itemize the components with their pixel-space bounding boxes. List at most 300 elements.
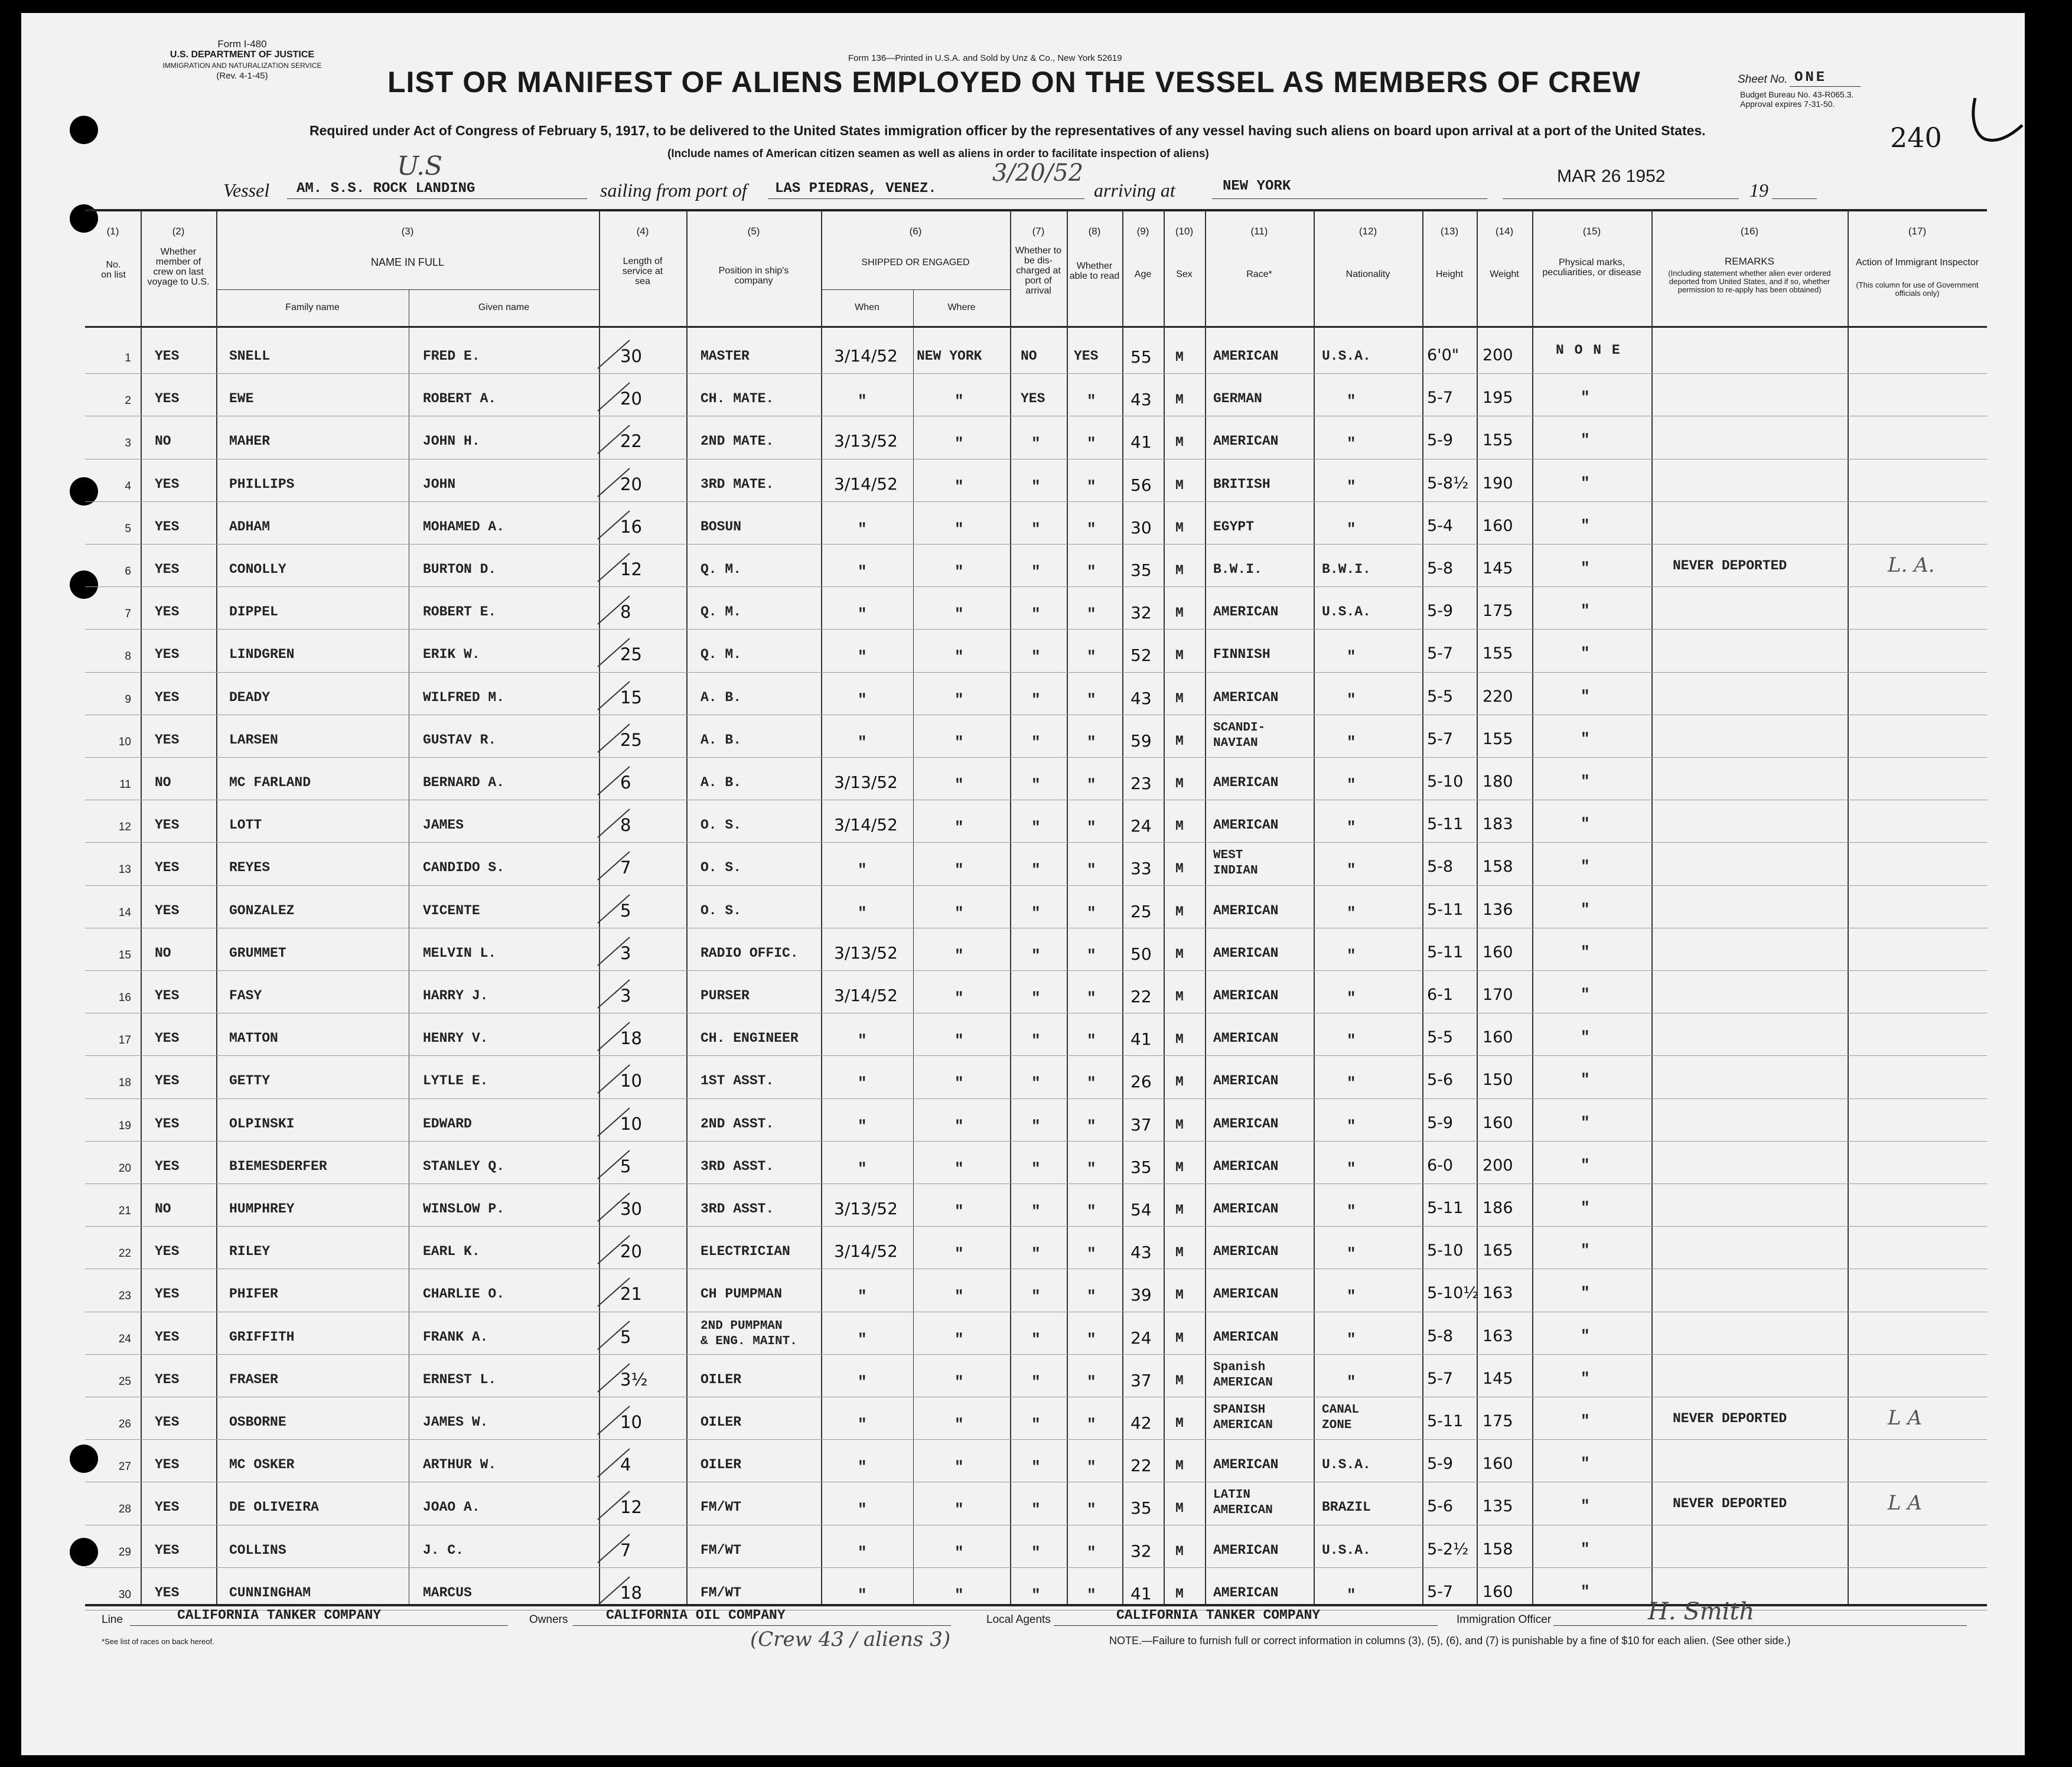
tick-stroke [598, 724, 630, 752]
prev-voyage: YES [155, 732, 180, 748]
height: 5-7 [1427, 729, 1454, 748]
discharged-ditto: " [1031, 1543, 1041, 1561]
vessel-name: AM. S.S. ROCK LANDING [297, 181, 475, 197]
col-header-weight: Weight [1490, 269, 1519, 279]
physical-marks-ditto: " [1581, 1497, 1590, 1515]
discharged: YES [1021, 391, 1045, 407]
shipped-where-ditto: " [954, 776, 964, 794]
physical-marks-ditto: " [1581, 431, 1590, 449]
discharged-ditto: " [1031, 1330, 1041, 1348]
age: 41 [1131, 432, 1152, 452]
shipped-where-ditto: " [954, 1458, 964, 1476]
height: 5-9 [1427, 1113, 1454, 1132]
service-length: 3 [620, 986, 631, 1006]
position: OILER [701, 1414, 742, 1430]
discharged-ditto: " [1031, 733, 1041, 751]
race: EGYPT [1213, 519, 1255, 534]
physical-marks: N O N E [1556, 343, 1621, 358]
row-number: 30 [118, 1588, 131, 1601]
tick-stroke [598, 1150, 630, 1179]
sex: M [1175, 1159, 1184, 1175]
height: 5-11 [1427, 815, 1464, 834]
weight: 190 [1483, 474, 1513, 493]
col-header-race: Race* [1246, 269, 1272, 279]
family-name: PHIFER [229, 1286, 278, 1302]
table-row-rule [85, 629, 1987, 630]
budget-line: Budget Bureau No. 43-R065.3. [1740, 90, 1854, 99]
race: AMERICAN [1213, 689, 1279, 705]
row-number: 17 [118, 1034, 131, 1047]
given-name: EARL K. [423, 1244, 480, 1260]
height: 5-10½ [1427, 1284, 1479, 1303]
race: AMERICAN [1213, 902, 1279, 918]
able-to-read-ditto: " [1087, 1330, 1096, 1348]
prev-voyage: YES [155, 476, 180, 492]
able-to-read-ditto: " [1087, 563, 1096, 581]
height: 5-4 [1427, 516, 1454, 535]
given-name: JOHN [423, 476, 456, 492]
binder-hole [70, 116, 98, 144]
service-length: 30 [620, 1199, 642, 1219]
discharged-ditto: " [1031, 1202, 1041, 1220]
pencil-tick-mark [593, 1361, 634, 1397]
family-name: LOTT [229, 817, 262, 833]
pencil-tick-mark [593, 423, 634, 458]
nationality-ditto: " [1347, 1586, 1356, 1604]
tick-stroke [598, 1364, 630, 1392]
table-row-rule [85, 1226, 1987, 1227]
physical-marks-ditto: " [1581, 516, 1590, 534]
physical-marks-ditto: " [1581, 1412, 1590, 1430]
family-name: OLPINSKI [229, 1116, 295, 1132]
shipped-where-ditto: " [954, 904, 964, 922]
col-num: (2) [172, 226, 185, 237]
sex: M [1175, 861, 1184, 877]
local-agents-value: CALIFORNIA TANKER COMPANY [1116, 1608, 1321, 1623]
age: 30 [1131, 517, 1152, 537]
discharged-ditto: " [1031, 605, 1041, 624]
service-length: 3 [620, 943, 631, 963]
able-to-read-ditto: " [1087, 989, 1096, 1007]
weight: 160 [1483, 1582, 1513, 1601]
age: 37 [1131, 1114, 1152, 1134]
weight: 170 [1483, 986, 1513, 1004]
row-number: 26 [118, 1418, 131, 1430]
form-number: Form I-480 [217, 38, 267, 50]
shipped-when-ditto: " [858, 1330, 867, 1348]
pencil-tick-mark [593, 849, 634, 885]
given-name: JOAO A. [423, 1499, 480, 1515]
physical-marks-ditto: " [1581, 1113, 1590, 1132]
col-header-height: Height [1435, 269, 1464, 279]
position: 2ND MATE. [701, 433, 774, 449]
weight: 195 [1483, 389, 1513, 407]
col-header-read: Whether able to read [1069, 261, 1120, 281]
height: 5-6 [1427, 1071, 1454, 1090]
shipped-when: 3/13/52 [834, 431, 898, 451]
shipped-when-ditto: " [858, 733, 867, 751]
family-name: FASY [229, 988, 262, 1003]
row-number: 4 [125, 480, 131, 493]
physical-marks-ditto: " [1581, 1540, 1590, 1558]
age: 22 [1131, 1456, 1152, 1476]
physical-marks-ditto: " [1581, 729, 1590, 748]
tick-stroke [598, 1065, 630, 1093]
header-bottom-rule [85, 326, 1987, 328]
prev-voyage: YES [155, 817, 180, 833]
shipped-where-ditto: " [954, 1245, 964, 1263]
tick-stroke [598, 1449, 630, 1477]
shipped-when-ditto: " [858, 1416, 867, 1433]
age: 41 [1131, 1583, 1152, 1603]
race: AMERICAN [1213, 604, 1279, 620]
row-number: 27 [118, 1460, 131, 1473]
family-name: MAHER [229, 433, 271, 449]
sex: M [1175, 989, 1184, 1005]
nationality-ditto: " [1347, 648, 1356, 666]
line-label: Line [102, 1613, 123, 1626]
age: 23 [1131, 774, 1152, 793]
able-to-read-ditto: " [1087, 776, 1096, 794]
row-number: 2 [125, 395, 131, 407]
weight: 163 [1483, 1326, 1513, 1345]
crew-count-note: (Crew 43 / aliens 3) [750, 1628, 951, 1651]
height: 5-2½ [1427, 1540, 1469, 1559]
family-name: GONZALEZ [229, 902, 295, 918]
inspector-action: L. A. [1888, 553, 1935, 577]
owners-value: CALIFORNIA OIL COMPANY [606, 1608, 786, 1623]
given-name: HENRY V. [423, 1031, 488, 1046]
prev-voyage: YES [155, 1542, 180, 1558]
col-num: (5) [747, 226, 760, 237]
able-to-read-ditto: " [1087, 1586, 1096, 1604]
able-to-read-ditto: " [1087, 1245, 1096, 1263]
discharged-ditto: " [1031, 904, 1041, 922]
nationality-ditto: " [1347, 520, 1356, 538]
col-header-name: NAME IN FULL [370, 256, 445, 268]
shipped-when-ditto: " [858, 563, 867, 581]
service-length: 20 [620, 1241, 642, 1262]
shipped-where-ditto: " [954, 1416, 964, 1433]
prev-voyage: YES [155, 689, 180, 705]
shipped-where-ditto: " [954, 563, 964, 581]
nationality-ditto: " [1347, 392, 1356, 410]
position: CH. MATE. [701, 391, 774, 407]
discharged-ditto: " [1031, 1117, 1041, 1135]
sex: M [1175, 1501, 1184, 1517]
prev-voyage: YES [155, 902, 180, 918]
sex: M [1175, 605, 1184, 621]
shipped-when: 3/14/52 [834, 346, 898, 366]
page-title: LIST OR MANIFEST OF ALIENS EMPLOYED ON THE VESSEL AS MEMBERS OF CREW [387, 66, 1641, 99]
height: 6-0 [1427, 1156, 1454, 1175]
race: AMERICAN [1213, 348, 1279, 364]
col-num: (11) [1250, 226, 1268, 237]
physical-marks-ditto: " [1581, 1156, 1590, 1174]
shipped-when: 3/13/52 [834, 1199, 898, 1218]
weight: 175 [1483, 1412, 1513, 1430]
sex: M [1175, 392, 1184, 408]
weight: 160 [1483, 1113, 1513, 1132]
age: 35 [1131, 1157, 1152, 1177]
row-number: 16 [118, 992, 131, 1004]
able-to-read-ditto: " [1087, 1416, 1096, 1433]
shipped-when-ditto: " [858, 861, 867, 879]
row-number: 11 [119, 778, 131, 791]
shipped-where-ditto: " [954, 1117, 964, 1135]
sex: M [1175, 776, 1184, 791]
year-label: 19 [1750, 180, 1768, 201]
weight: 155 [1483, 431, 1513, 450]
table-row-rule [85, 757, 1987, 758]
position: CH. ENGINEER [701, 1031, 799, 1046]
pencil-tick-mark [593, 764, 634, 800]
shipped-when: 3/13/52 [834, 772, 898, 792]
physical-marks-ditto: " [1581, 1326, 1590, 1345]
race: B.W.I. [1213, 562, 1262, 577]
family-name: RILEY [229, 1244, 271, 1260]
shipped-where-ditto: " [954, 1159, 964, 1178]
given-name: JAMES [423, 817, 464, 833]
sex: M [1175, 1416, 1184, 1431]
shipped-where-ditto: " [954, 733, 964, 751]
race: SCANDI- NAVIAN [1213, 721, 1266, 750]
include-line: (Include names of American citizen seamen as well as aliens in order to facilitate inspection of aliens) [667, 148, 1209, 160]
weight: 160 [1483, 516, 1513, 535]
height: 5-10 [1427, 1241, 1464, 1260]
race: AMERICAN [1213, 1542, 1279, 1558]
position: MASTER [701, 348, 750, 364]
shipped-when-ditto: " [858, 605, 867, 624]
able-to-read-ditto: " [1087, 1117, 1096, 1135]
pencil-check-mark [1960, 83, 2026, 148]
prev-voyage: NO [155, 945, 171, 961]
given-name: J. C. [423, 1542, 464, 1558]
nationality-ditto: " [1347, 435, 1356, 453]
service-length: 20 [620, 474, 642, 494]
shipped-when-ditto: " [858, 690, 867, 709]
age: 24 [1131, 816, 1152, 836]
height: 5-9 [1427, 602, 1454, 621]
remarks: NEVER DEPORTED [1673, 558, 1787, 573]
printer-line: Form 136—Printed in U.S.A. and Sold by Unz & Co., New York 52619 [848, 53, 1122, 63]
age: 35 [1131, 560, 1152, 580]
tick-stroke [598, 383, 630, 411]
position: A. B. [701, 775, 742, 790]
position: OILER [701, 1371, 742, 1387]
shipped-where-ditto: " [954, 520, 964, 538]
service-length: 10 [620, 1113, 642, 1134]
shipped-where-ditto: " [954, 1372, 964, 1391]
table-row-rule [85, 1567, 1987, 1568]
position: O. S. [701, 860, 742, 876]
shipped-where-ditto: " [954, 477, 964, 495]
sex: M [1175, 563, 1184, 578]
prev-voyage: YES [155, 348, 180, 364]
physical-marks-ditto: " [1581, 644, 1590, 663]
service-length: 16 [620, 516, 642, 537]
able-to-read-ditto: " [1087, 1458, 1096, 1476]
pencil-tick-mark [593, 338, 634, 373]
family-name: SNELL [229, 348, 271, 364]
pencil-tick-mark [593, 551, 634, 586]
age: 32 [1131, 603, 1152, 623]
shipped-when-ditto: " [858, 520, 867, 538]
height: 6-1 [1427, 986, 1454, 1004]
position: A. B. [701, 732, 742, 748]
discharged-ditto: " [1031, 1372, 1041, 1391]
given-name: HARRY J. [423, 988, 488, 1003]
physical-marks-ditto: " [1581, 1284, 1590, 1302]
col-num: (15) [1582, 226, 1601, 237]
shipped-when-ditto: " [858, 1372, 867, 1391]
col-header-sex: Sex [1176, 269, 1193, 279]
position: PURSER [701, 988, 750, 1003]
nationality: U.S.A. [1322, 1457, 1371, 1473]
family-name: OSBORNE [229, 1414, 286, 1430]
height: 5-11 [1427, 943, 1464, 961]
able-to-read-ditto: " [1087, 1501, 1096, 1519]
shipped-when-ditto: " [858, 1074, 867, 1093]
family-name: LINDGREN [229, 647, 295, 663]
age: 33 [1131, 859, 1152, 879]
col-header-position: Position in ship's company [718, 266, 789, 286]
col-header-where: Where [947, 302, 976, 312]
col-num: (7) [1032, 226, 1045, 237]
age: 22 [1131, 987, 1152, 1006]
row-number: 21 [118, 1205, 131, 1217]
sex: M [1175, 1032, 1184, 1048]
pencil-tick-mark [593, 679, 634, 715]
shipped-when-ditto: " [858, 904, 867, 922]
tick-stroke [598, 553, 630, 582]
weight: 200 [1483, 1156, 1513, 1175]
weight: 175 [1483, 602, 1513, 621]
tick-stroke [598, 937, 630, 966]
family-name: DEADY [229, 689, 271, 705]
act-line: Required under Act of Congress of February 5, 1917, to be delivered to the United States immigration officer by the representatives of any vessel having such aliens on board upon arrival at a port of the United States. [310, 123, 1706, 138]
age: 54 [1131, 1200, 1152, 1220]
sex: M [1175, 1245, 1184, 1261]
able-to-read-ditto: " [1087, 1202, 1096, 1220]
given-name: FRANK A. [423, 1329, 488, 1345]
row-number: 23 [118, 1290, 131, 1303]
physical-marks-ditto: " [1581, 602, 1590, 620]
discharged-ditto: " [1031, 648, 1041, 666]
age: 24 [1131, 1328, 1152, 1348]
row-number: 7 [125, 608, 131, 621]
shipped-when: 3/14/52 [834, 474, 898, 494]
prev-voyage: YES [155, 1116, 180, 1132]
race: AMERICAN [1213, 1585, 1279, 1600]
pencil-tick-mark [593, 807, 634, 842]
family-name: GRUMMET [229, 945, 286, 961]
shipped-where-ditto: " [954, 1501, 964, 1519]
discharged-ditto: " [1031, 1458, 1041, 1476]
shipped-where-ditto: " [954, 1586, 964, 1604]
weight: 165 [1483, 1241, 1513, 1260]
prev-voyage: NO [155, 775, 171, 790]
pencil-tick-mark [593, 1319, 634, 1354]
race: AMERICAN [1213, 1201, 1279, 1217]
discharged-ditto: " [1031, 1501, 1041, 1519]
weight: 163 [1483, 1284, 1513, 1303]
race: AMERICAN [1213, 1457, 1279, 1473]
physical-marks-ditto: " [1581, 815, 1590, 833]
position: A. B. [701, 689, 742, 705]
weight: 220 [1483, 687, 1513, 706]
sheet-label: Sheet No. [1738, 73, 1788, 86]
age: 41 [1131, 1029, 1152, 1049]
given-name: GUSTAV R. [423, 732, 497, 748]
given-name: ROBERT E. [423, 604, 497, 620]
col-header-action-note: (This column for use of Government officials only) [1856, 281, 1979, 298]
nationality-ditto: " [1347, 1117, 1356, 1135]
weight: 158 [1483, 858, 1513, 876]
row-number: 1 [125, 352, 131, 364]
position: RADIO OFFIC. [701, 945, 799, 961]
service-length: 18 [620, 1582, 642, 1603]
sex: M [1175, 733, 1184, 749]
row-number: 8 [125, 650, 131, 663]
physical-marks-ditto: " [1581, 1369, 1590, 1387]
able-to-read-ditto: " [1087, 648, 1096, 666]
pencil-tick-mark [593, 722, 634, 757]
row-number: 3 [125, 437, 131, 450]
family-name: HUMPHREY [229, 1201, 295, 1217]
sex: M [1175, 904, 1184, 920]
discharged-ditto: " [1031, 1074, 1041, 1093]
sex: M [1175, 520, 1184, 536]
tick-stroke [598, 425, 630, 454]
nationality-ditto: " [1347, 1372, 1356, 1391]
inspector-action: L A [1888, 1406, 1922, 1430]
table-row-rule [85, 373, 1987, 374]
service-length: 5 [620, 1156, 631, 1176]
able-to-read-ditto: " [1087, 733, 1096, 751]
col-num: (3) [401, 226, 414, 237]
sex: M [1175, 350, 1184, 365]
prev-voyage: YES [155, 860, 180, 876]
service-length: 5 [620, 1326, 631, 1347]
position: FM/WT [701, 1585, 742, 1600]
service-name: IMMIGRATION AND NATURALIZATION SERVICE [162, 61, 322, 70]
physical-marks-ditto: " [1581, 858, 1590, 876]
height: 5-5 [1427, 687, 1454, 706]
position: 3RD ASST. [701, 1158, 774, 1174]
table-row-rule [85, 501, 1987, 502]
weight: 150 [1483, 1071, 1513, 1090]
sex: M [1175, 1543, 1184, 1559]
service-length: 7 [620, 1540, 631, 1560]
table-row-rule [85, 672, 1987, 673]
service-length: 8 [620, 602, 631, 622]
sex: M [1175, 435, 1184, 451]
sheet-number: ONE [1794, 70, 1827, 86]
shipped-where-ditto: " [954, 1202, 964, 1220]
nationality-ditto: " [1347, 946, 1356, 964]
age: 32 [1131, 1541, 1152, 1561]
position: FM/WT [701, 1499, 742, 1515]
service-length: 12 [620, 559, 642, 579]
row-number: 10 [118, 735, 131, 748]
family-name: COLLINS [229, 1542, 286, 1558]
shipped-when: 3/13/52 [834, 943, 898, 963]
tick-stroke [598, 895, 630, 923]
given-name: ARTHUR W. [423, 1457, 497, 1473]
prev-voyage: YES [155, 1414, 180, 1430]
local-agents-label: Local Agents [986, 1613, 1051, 1626]
